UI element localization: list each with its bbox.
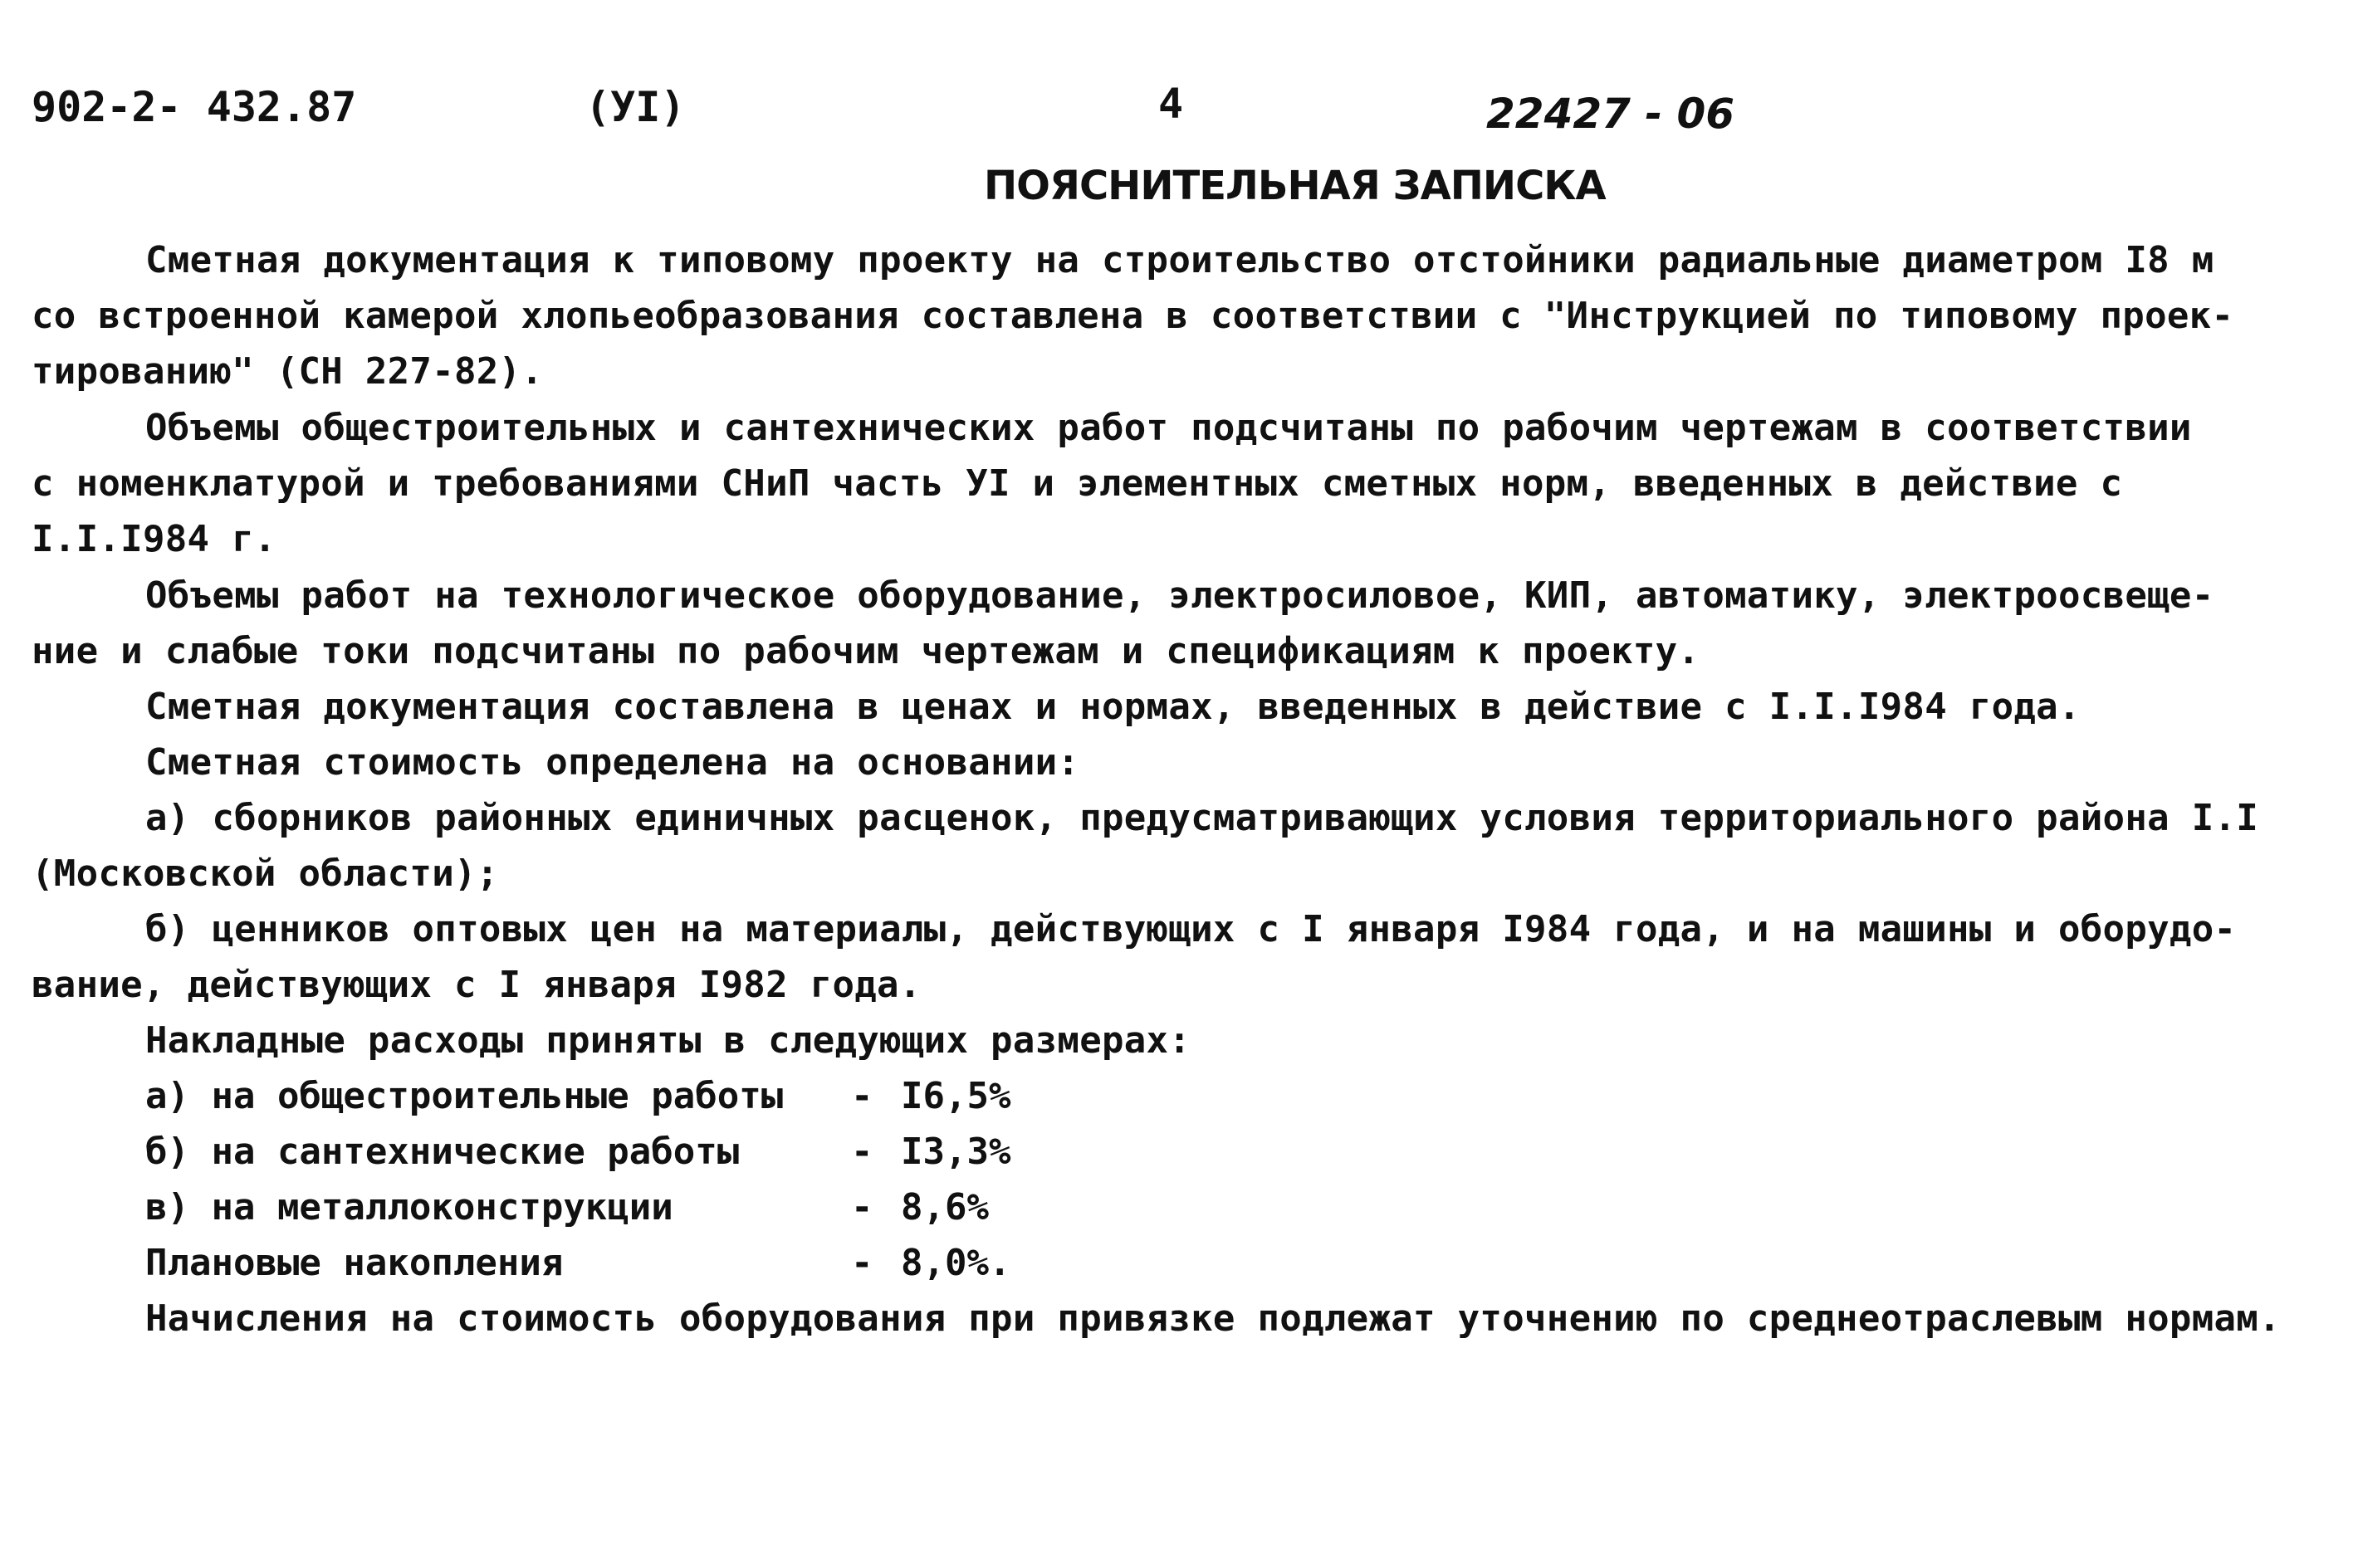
- rate-label: а) на общестроительные работы: [145, 1075, 784, 1117]
- rate-value: 8,6%: [901, 1186, 989, 1229]
- rate-dash: -: [851, 1186, 873, 1229]
- text-line: Объемы работ на технологическое оборудование, электросиловое, КИП, автоматику, электроосвеще-: [145, 574, 2214, 617]
- page-title: ПОЯСНИТЕЛЬНАЯ ЗАПИСКА: [984, 163, 1606, 209]
- text-line: ние и слабые токи подсчитаны по рабочим чертежам и спецификациям к проекту.: [32, 630, 1700, 672]
- doc-code: 902-2- 432.87: [32, 83, 357, 131]
- rate-value: I3,3%: [901, 1131, 1011, 1173]
- rate-dash: -: [851, 1242, 873, 1284]
- text-line: Сметная документация к типовому проекту на строительство отстойники радиальные диаметром I8 м: [145, 239, 2214, 281]
- text-line: а) сборников районных единичных расценок, предусматривающих условия территориального района I.I: [145, 797, 2259, 839]
- text-line: Сметная стоимость определена на основании:: [145, 741, 1080, 784]
- doc-number: 22427 - 06: [1486, 90, 1735, 138]
- text-line: вание, действующих с I января I982 года.: [32, 964, 922, 1006]
- text-line: I.I.I984 г.: [32, 518, 276, 560]
- text-line: б) ценников оптовых цен на материалы, действующих с I января I984 года, и на машины и оборудо-: [145, 908, 2237, 950]
- rate-value: 8,0%.: [901, 1242, 1011, 1284]
- rate-label: б) на сантехнические работы: [145, 1131, 740, 1173]
- text-line: Объемы общестроительных и сантехнических работ подсчитаны по рабочим чертежам в соответствии: [145, 407, 2192, 449]
- rate-value: I6,5%: [901, 1075, 1011, 1117]
- text-line: с номенклатурой и требованиями СНиП часть УI и элементных сметных норм, введенных в действие с: [32, 462, 2123, 505]
- text-line: со встроенной камерой хлопьеобразования составлена в соответствии с "Инструкцией по типовому проек-: [32, 295, 2234, 337]
- text-line-footer: Начисления на стоимость оборудования при привязке подлежат уточнению по среднеотраслевым нормам.: [145, 1297, 2281, 1340]
- rate-label: Плановые накопления: [145, 1242, 564, 1284]
- text-line: (Московской области);: [32, 852, 499, 895]
- rate-dash: -: [851, 1131, 873, 1173]
- rate-dash: -: [851, 1075, 873, 1117]
- text-line: Накладные расходы приняты в следующих размерах:: [145, 1019, 1191, 1062]
- page-number: 4: [1158, 80, 1184, 128]
- text-line: тированию" (СН 227-82).: [32, 350, 544, 393]
- section-code: (УI): [585, 83, 686, 131]
- rate-label: в) на металлоконструкции: [145, 1186, 673, 1229]
- text-line: Сметная документация составлена в ценах и нормах, введенных в действие с I.I.I984 года.: [145, 686, 2081, 728]
